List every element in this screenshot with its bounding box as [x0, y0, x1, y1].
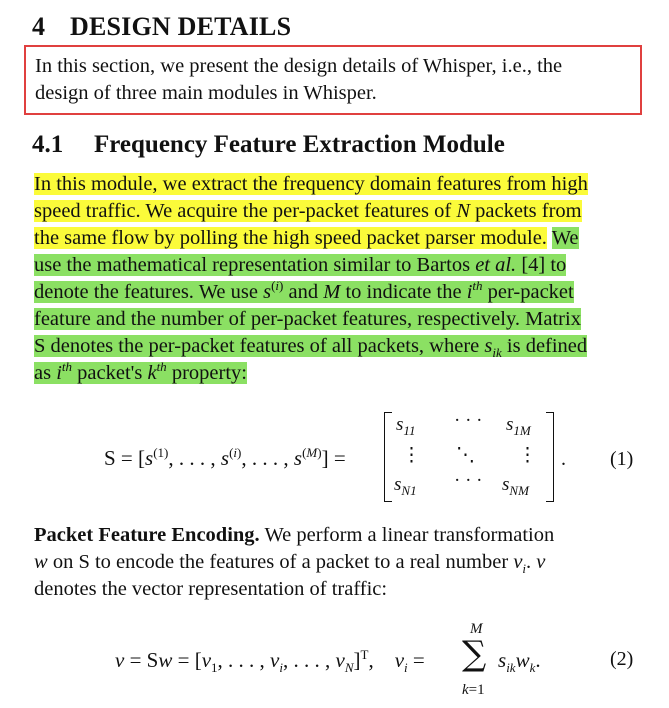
- packet-encoding-line-3: denotes the vector representation of traffic:: [34, 578, 388, 600]
- highlight-yellow-line-2: speed traffic. We acquire the per-packet features of N packets from: [34, 200, 582, 222]
- section-number: 4: [32, 12, 46, 41]
- summation-sign: ∑: [462, 634, 487, 674]
- matrix-right-bracket: [546, 412, 554, 502]
- highlight-green-line-5: denote the features. We use $s^{(i)}$ and M to indicate the $i^{th}$ per-packet: [34, 278, 574, 303]
- highlight-yellow-line-3: the same flow by polling the high speed packet parser module.: [34, 227, 547, 249]
- subsection-heading: [32, 131, 505, 159]
- packet-encoding-lead: Packet Feature Encoding.: [34, 524, 260, 546]
- equation-1: [0, 410, 669, 506]
- equation-2-number: (2): [610, 648, 634, 670]
- highlight-green-start: We: [551, 227, 579, 249]
- packet-encoding-line-2: w on S to encode the features of a packet to a real number $v_i$. v: [34, 551, 546, 577]
- matrix-cell-hdots: · · ·: [454, 410, 483, 431]
- matrix-cell-s11: $s_{11}$: [396, 414, 416, 438]
- equation-1-number: (1): [610, 448, 634, 470]
- equation-2-lhs: $v = Sw = [v_1$, . . . , $v_i$, . . . , $v_N]^T$, $v_i$ =: [115, 647, 425, 676]
- highlight-green-line-7: S denotes the per-packet features of all packets, where $s_{ik}$ is defined: [34, 335, 588, 361]
- section-title: DESIGN DETAILS: [70, 12, 292, 41]
- highlight-green-line-8: as $i^{th}$ packet's $k^{th}$ property:: [34, 359, 247, 384]
- equation-1-period: .: [561, 448, 566, 470]
- packet-encoding-line-1: We perform a linear transformation: [264, 524, 555, 546]
- section-heading: [32, 12, 291, 42]
- matrix-left-bracket: [384, 412, 392, 502]
- paragraph-packet-encoding: [34, 522, 636, 603]
- feature-matrix: [384, 410, 554, 502]
- paragraph-frequency-module: [34, 171, 636, 387]
- matrix-cell-hdots-2: · · ·: [454, 470, 483, 491]
- subsection-number: 4.1: [32, 131, 64, 158]
- subsection-title: Frequency Feature Extraction Module: [94, 131, 505, 158]
- intro-line-1: In this section, we present the design details of Whisper, i.e., the: [35, 55, 563, 77]
- matrix-cell-sN1: $s_{N1}$: [394, 474, 417, 498]
- matrix-cell-ddots: ⋱: [456, 445, 475, 466]
- matrix-cell-vdots-2: ⋮: [518, 445, 537, 466]
- equation-2-rhs: $s_{ik}w_k$.: [498, 648, 541, 676]
- intro-line-2: design of three main modules in Whisper.: [35, 82, 377, 104]
- sum-upper-limit: M: [470, 621, 483, 637]
- highlight-green-line-6: feature and the number of per-packet features, respectively. Matrix: [34, 308, 581, 330]
- matrix-cell-sNM: $s_{NM}$: [502, 474, 529, 498]
- highlighted-intro-box: [24, 45, 642, 115]
- equation-1-lhs: $S = [s^{(1)}$, . . . , $s^{(i)}$, . . . , $s^{(M)}$] =: [104, 445, 346, 470]
- matrix-cell-vdots-1: ⋮: [402, 445, 421, 466]
- equation-2: [0, 618, 669, 708]
- highlight-green-line-4: use the mathematical representation similar to Bartos et al. [4] to: [34, 254, 567, 276]
- matrix-cell-s1M: $s_{1M}$: [506, 414, 531, 438]
- highlight-yellow-line-1: In this module, we extract the frequency domain features from high: [34, 173, 588, 195]
- sum-lower-limit: k=1: [462, 682, 485, 698]
